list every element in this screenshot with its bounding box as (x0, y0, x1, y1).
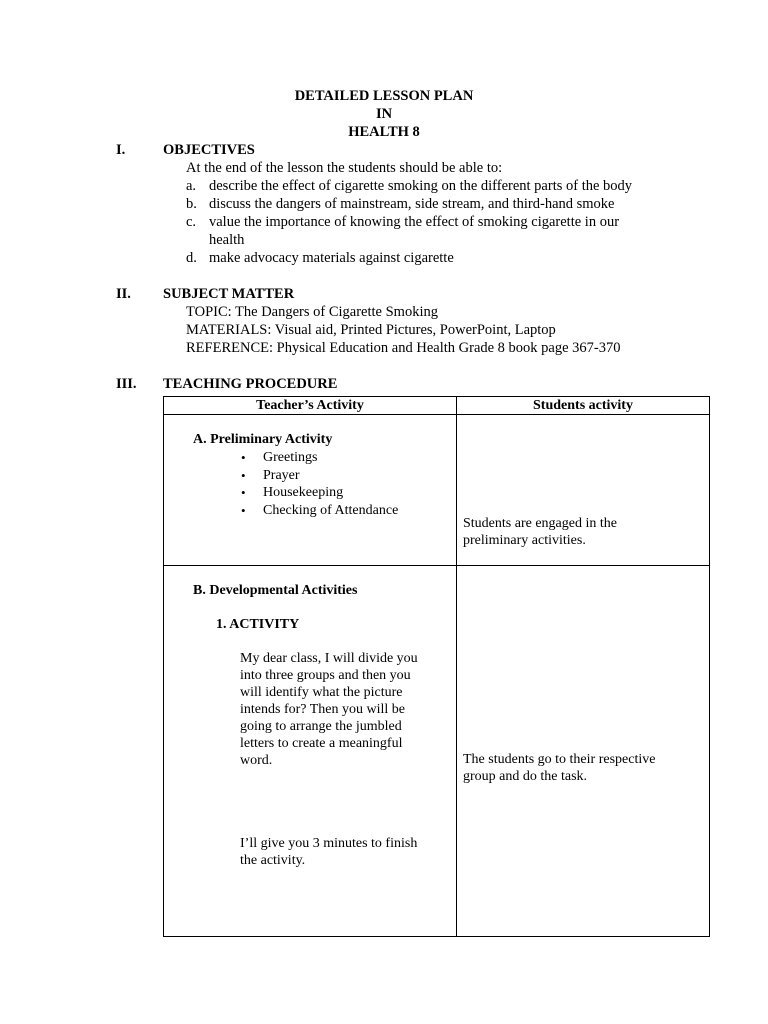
section-heading-procedure: TEACHING PROCEDURE (163, 376, 338, 392)
activity-time-line2: the activity. (240, 853, 306, 868)
objective-text-b: discuss the dangers of mainstream, side stream, and third-hand smoke (209, 196, 615, 212)
cell-teacher-preliminary (164, 415, 457, 566)
students-preliminary-line2: preliminary activities. (463, 533, 586, 548)
activity-text-line4: intends for? Then you will be (240, 702, 405, 717)
students-preliminary-line1: Students are engaged in the (463, 516, 617, 531)
bullet-attendance: Checking of Attendance (263, 503, 399, 518)
activity-time-line1: I’ll give you 3 minutes to finish (240, 836, 418, 851)
objective-letter-a: a. (186, 178, 197, 194)
activity-text-line3: will identify what the picture (240, 685, 403, 700)
objective-letter-b: b. (186, 196, 197, 212)
activity-label: 1. ACTIVITY (216, 617, 300, 632)
developmental-label: B. Developmental Activities (193, 583, 358, 598)
activity-text-line7: word. (240, 753, 273, 768)
bullet-greetings: Greetings (263, 450, 318, 465)
activity-text-line5: going to arrange the jumbled (240, 719, 402, 734)
doc-title-line2: IN (375, 106, 393, 122)
column-header-teacher: Teacher’s Activity (164, 397, 457, 415)
subject-reference: REFERENCE: Physical Education and Health Grade 8 book page 367-370 (186, 340, 621, 356)
bullet-icon: • (241, 468, 246, 483)
bullet-icon: • (241, 450, 246, 465)
activity-text-line2: into three groups and then you (240, 668, 411, 683)
objective-letter-d: d. (186, 250, 197, 266)
section-numeral-objectives: I. (116, 142, 126, 158)
activity-text-line1: My dear class, I will divide you (240, 651, 418, 666)
preliminary-label: A. Preliminary Activity (193, 432, 333, 447)
subject-materials: MATERIALS: Visual aid, Printed Pictures, PowerPoint, Laptop (186, 322, 556, 338)
table-row-preliminary (164, 415, 710, 566)
doc-title-line1: DETAILED LESSON PLAN (294, 88, 474, 104)
section-numeral-subject: II. (116, 286, 131, 302)
bullet-prayer: Prayer (263, 468, 300, 483)
table-header-row (164, 397, 710, 415)
objective-text-d: make advocacy materials against cigarette (209, 250, 454, 266)
table-row-developmental (164, 566, 710, 937)
bullet-icon: • (241, 485, 246, 500)
section-heading-objectives: OBJECTIVES (163, 142, 255, 158)
section-numeral-procedure: III. (116, 376, 137, 392)
column-header-students: Students activity (457, 397, 710, 415)
bullet-housekeeping: Housekeeping (263, 485, 344, 500)
objective-text-c-cont: health (209, 232, 245, 248)
teaching-procedure-table (163, 396, 710, 937)
students-developmental-line2: group and do the task. (463, 769, 588, 784)
objective-text-a: describe the effect of cigarette smoking on the different parts of the body (209, 178, 633, 194)
objective-text-c: value the importance of knowing the effect of smoking cigarette in our (209, 214, 620, 230)
students-developmental-line1: The students go to their respective (463, 752, 656, 767)
activity-text-line6: letters to create a meaningful (240, 736, 403, 751)
objective-letter-c: c. (186, 214, 197, 230)
cell-teacher-developmental (164, 566, 457, 937)
objectives-intro: At the end of the lesson the students should be able to: (186, 160, 503, 176)
subject-topic: TOPIC: The Dangers of Cigarette Smoking (186, 304, 438, 320)
cell-students-developmental (457, 566, 710, 937)
bullet-icon: • (241, 503, 246, 518)
doc-title-line3: HEALTH 8 (348, 124, 420, 140)
section-heading-subject: SUBJECT MATTER (163, 286, 295, 302)
cell-students-preliminary (457, 415, 710, 566)
